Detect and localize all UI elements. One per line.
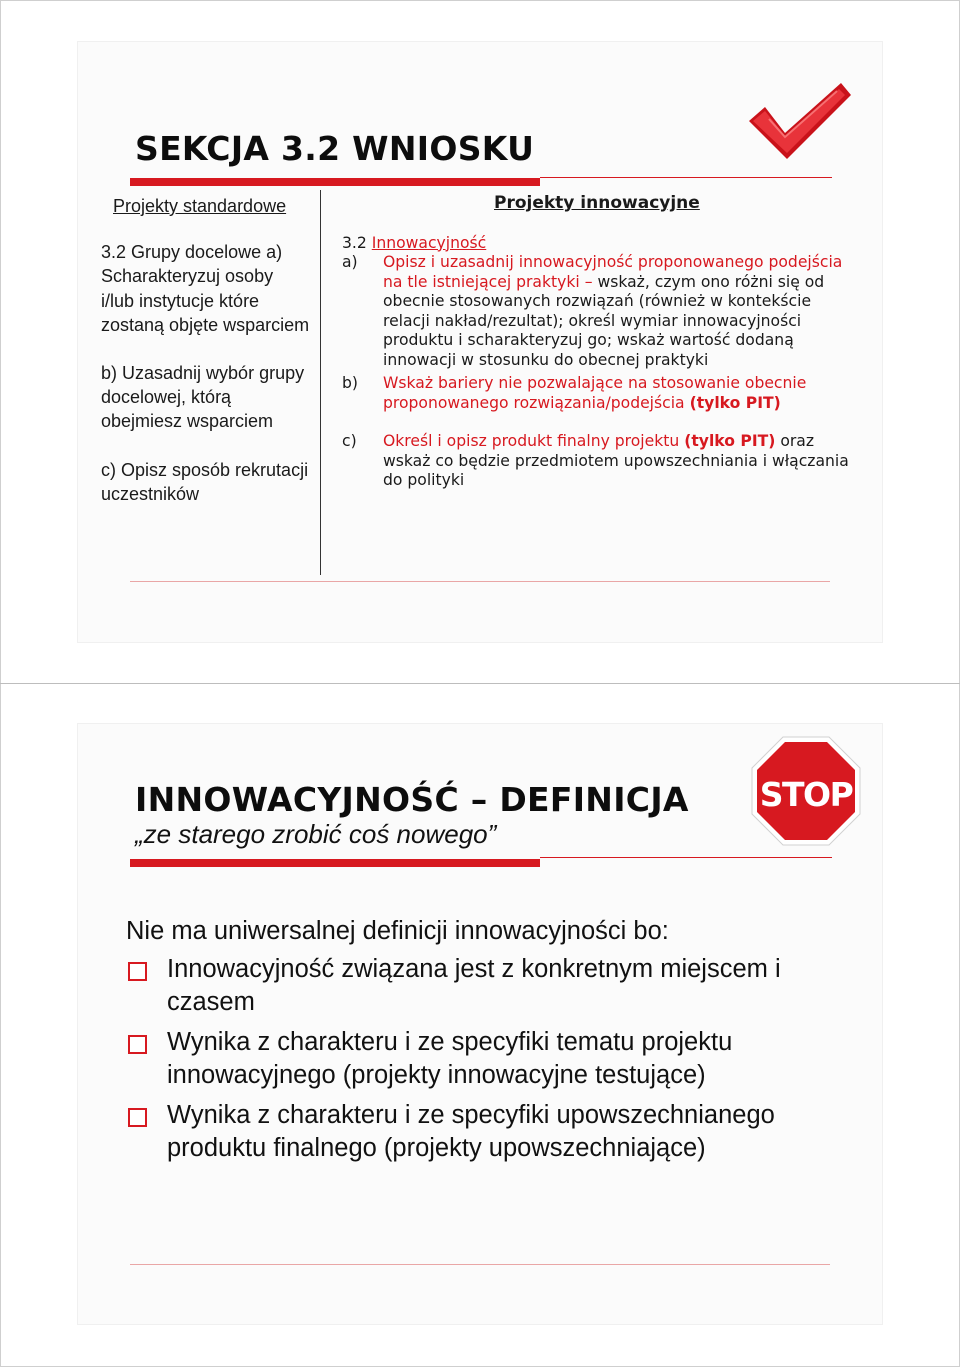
title-underline-line (540, 857, 832, 858)
bullet-text: Wynika z charakteru i ze specyfiki tematu projektu innowacyjnego (projekty innowacyjne testujące) (167, 1028, 733, 1089)
standard-projects-heading: Projekty standardowe (113, 196, 287, 216)
bullet-text: Wynika z charakteru i ze specyfiki upowszechnianego produktu finalnego (projekty upowszechniające) (167, 1101, 775, 1162)
slide-subtitle: „ze starego zrobić coś nowego” (135, 819, 497, 849)
innovative-projects-column (342, 194, 862, 491)
list-item (126, 953, 846, 1019)
point-a-label: a) (342, 253, 358, 271)
square-bullet-icon (128, 1035, 147, 1054)
point-a-dash: – (579, 272, 598, 291)
slide-separator (0, 683, 960, 684)
title-underline-line (540, 177, 832, 178)
slide-title: SEKCJA 3.2 WNIOSKU (135, 129, 535, 168)
slide-footer-line (130, 581, 830, 582)
slide-section-3-2 (77, 41, 883, 643)
definition-bullet-list (126, 953, 846, 1172)
list-item (126, 1099, 846, 1165)
slide-title: INNOWACYJNOŚĆ – DEFINICJA (135, 780, 689, 819)
square-bullet-icon (128, 962, 147, 981)
point-c-text: oraz wskaż co będzie przedmiotem upowszechniania i włączania do polityki (383, 432, 849, 489)
innovative-point-a (342, 253, 862, 370)
point-b-red-text: Wskaż bariery nie pozwalające na stosowanie obecnie proponowanego rozwiązania/podejścia (383, 374, 807, 412)
title-underline-bar (130, 178, 540, 186)
point-a-text: wskaż, czym ono różni się od obecnie stosowanych rozwiązań (również w kontekście relacji nakład/rezultat); określ wymiar innowacyjności produktu i scharakteryzuj go; wskaż wartość dodaną innowacji w stosunku do obecnej praktyki (383, 272, 825, 369)
list-item (126, 1026, 846, 1092)
checkmark-icon (745, 81, 855, 163)
point-c-pit-note: (tylko PIT) (684, 432, 776, 450)
slide-footer-line (130, 1264, 830, 1265)
stop-sign-text: STOP (759, 775, 853, 814)
innovative-projects-heading: Projekty innowacyjne (494, 193, 700, 213)
square-bullet-icon (128, 1108, 147, 1127)
point-c-label: c) (342, 432, 357, 450)
innovative-point-c (342, 432, 862, 491)
slide-innovation-definition (77, 723, 883, 1325)
column-divider (320, 190, 321, 575)
section-title: Innowacyjność (371, 233, 487, 252)
bullet-text: Innowacyjność związana jest z konkretnym miejscem i czasem (167, 955, 781, 1016)
definition-intro: Nie ma uniwersalnej definicji innowacyjności bo: (126, 917, 669, 945)
standard-point-c: c) Opisz sposób rekrutacji uczestników (101, 459, 309, 504)
stop-sign-icon (750, 735, 862, 847)
title-underline-bar (130, 859, 540, 867)
point-c-red-text: Określ i opisz produkt finalny projektu (383, 432, 680, 450)
innovative-point-b (342, 374, 862, 413)
standard-point-b: b) Uzasadnij wybór grupy docelowej, którą obejmiesz wsparciem (101, 363, 305, 432)
point-b-label: b) (342, 374, 358, 392)
standard-point-a: 3.2 Grupy docelowe a) Scharakteryzuj osoby i/lub instytucje które zostaną objęte wsparciem (101, 242, 310, 335)
point-a-red-text: Opisz i uzasadnij innowacyjność proponowanego podejścia na tle istniejącej praktyki (383, 253, 843, 291)
section-number: 3.2 (342, 233, 372, 252)
standard-projects-column (101, 194, 311, 530)
point-b-pit-note: (tylko PIT) (689, 393, 781, 412)
section-heading (342, 234, 862, 254)
